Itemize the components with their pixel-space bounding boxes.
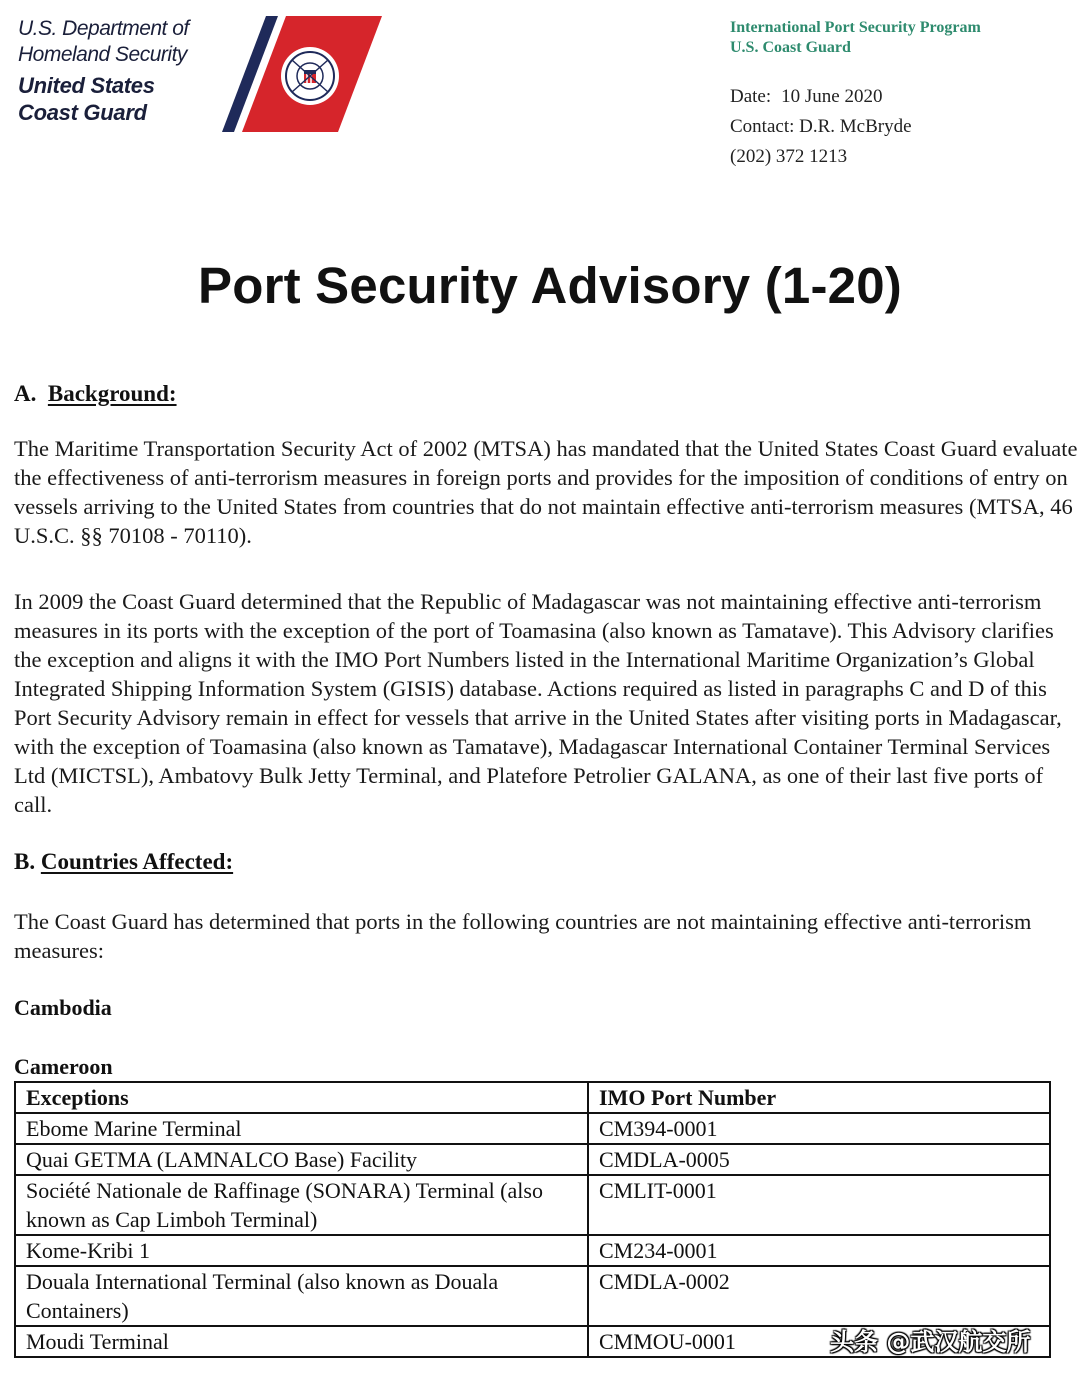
contact-line: Contact: D.R. McBryde (730, 116, 912, 137)
agency-name (18, 16, 189, 126)
imo-port-number: CMDLA-0005 (588, 1144, 1050, 1175)
countries-paragraph: The Coast Guard has determined that ports in the following countries are not maintaining effective anti-terrorism measures: (14, 909, 1032, 963)
agency-line-2: Homeland Security (18, 43, 187, 66)
table-row (15, 1235, 1050, 1266)
section-a-title: Background: (47, 381, 177, 406)
section-a-heading (14, 381, 177, 407)
program-name (730, 18, 981, 58)
coast-guard-logo (222, 16, 382, 132)
exception-name: Moudi Terminal (15, 1326, 588, 1357)
imo-port-number: CM234-0001 (588, 1235, 1050, 1266)
imo-port-number: CMDLA-0002 (588, 1266, 1050, 1326)
agency-line-1: U.S. Department of (18, 17, 189, 40)
section-a-letter: A. (14, 381, 37, 406)
program-line-1: International Port Security Program (730, 19, 981, 36)
header-imo-port-number: IMO Port Number (588, 1082, 1050, 1113)
country-cambodia: Cambodia (14, 995, 112, 1020)
phone-line: (202) 372 1213 (730, 146, 848, 167)
program-line-2: U.S. Coast Guard (730, 39, 851, 56)
imo-port-number: CMLIT-0001 (588, 1175, 1050, 1235)
table-header-row (15, 1082, 1050, 1113)
table-row (15, 1266, 1050, 1326)
page-title: Port Security Advisory (1-20) (198, 257, 902, 314)
date-value: 10 June 2020 (781, 86, 883, 107)
exception-name: Douala International Terminal (also known as Douala Containers) (15, 1266, 588, 1326)
section-b-letter: B. (14, 849, 36, 874)
table-row (15, 1113, 1050, 1144)
background-paragraph-2: In 2009 the Coast Guard determined that the Republic of Madagascar was not maintaining effective anti-terrorism measures in its ports with the exception of the port of Toamasina (also known as Tamatave). This Advisory clarifies the exception and aligns it with the IMO Port Numbers listed in the International Maritime Organization’s Global Integrated Shipping Information System (GISIS) database. Actions required as listed in paragraphs C and D of this Port Security Advisory remain in effect for vessels that arrive in the United States after visiting ports in Madagascar, with the exception of Toamasina (also known as Tamatave), Madagascar International Container Terminal Services Ltd (MICTSL), Ambatovy Bulk Jetty Terminal, and Platefore Petrolier GALANA, as one of their last five ports of call. (14, 589, 1062, 817)
section-b-title: Countries Affected: (40, 849, 234, 874)
exception-name: Kome-Kribi 1 (15, 1235, 588, 1266)
advisory-meta (730, 82, 912, 172)
exception-name: Société Nationale de Raffinage (SONARA) Terminal (also known as Cap Limboh Terminal) (15, 1175, 588, 1235)
header-exceptions: Exceptions (15, 1082, 588, 1113)
country-cameroon: Cameroon (14, 1054, 113, 1079)
coast-guard-seal-icon (281, 47, 339, 105)
table-row (15, 1175, 1050, 1235)
table-row (15, 1144, 1050, 1175)
agency-line-3: United States (18, 73, 155, 98)
background-paragraph-1: The Maritime Transportation Security Act of 2002 (MTSA) has mandated that the United States Coast Guard evaluate the effectiveness of anti-terrorism measures in foreign ports and provides for the imposition of conditions of entry on vessels arriving to the United States from countries that do not maintain effective anti-terrorism measures (MTSA, 46 U.S.C. §§ 70108 - 70110). (14, 436, 1078, 548)
date-label: Date: (730, 86, 772, 107)
imo-port-number: CM394-0001 (588, 1113, 1050, 1144)
watermark: 头条 @武汉航交所 (830, 1328, 1031, 1356)
exceptions-table (14, 1081, 1051, 1358)
date-line (730, 82, 912, 112)
section-b-heading (14, 849, 233, 875)
imo-port-number: CMMOU-0001 (588, 1326, 1050, 1357)
agency-line-4: Coast Guard (18, 100, 147, 125)
exception-name: Ebome Marine Terminal (15, 1113, 588, 1144)
exception-name: Quai GETMA (LAMNALCO Base) Facility (15, 1144, 588, 1175)
